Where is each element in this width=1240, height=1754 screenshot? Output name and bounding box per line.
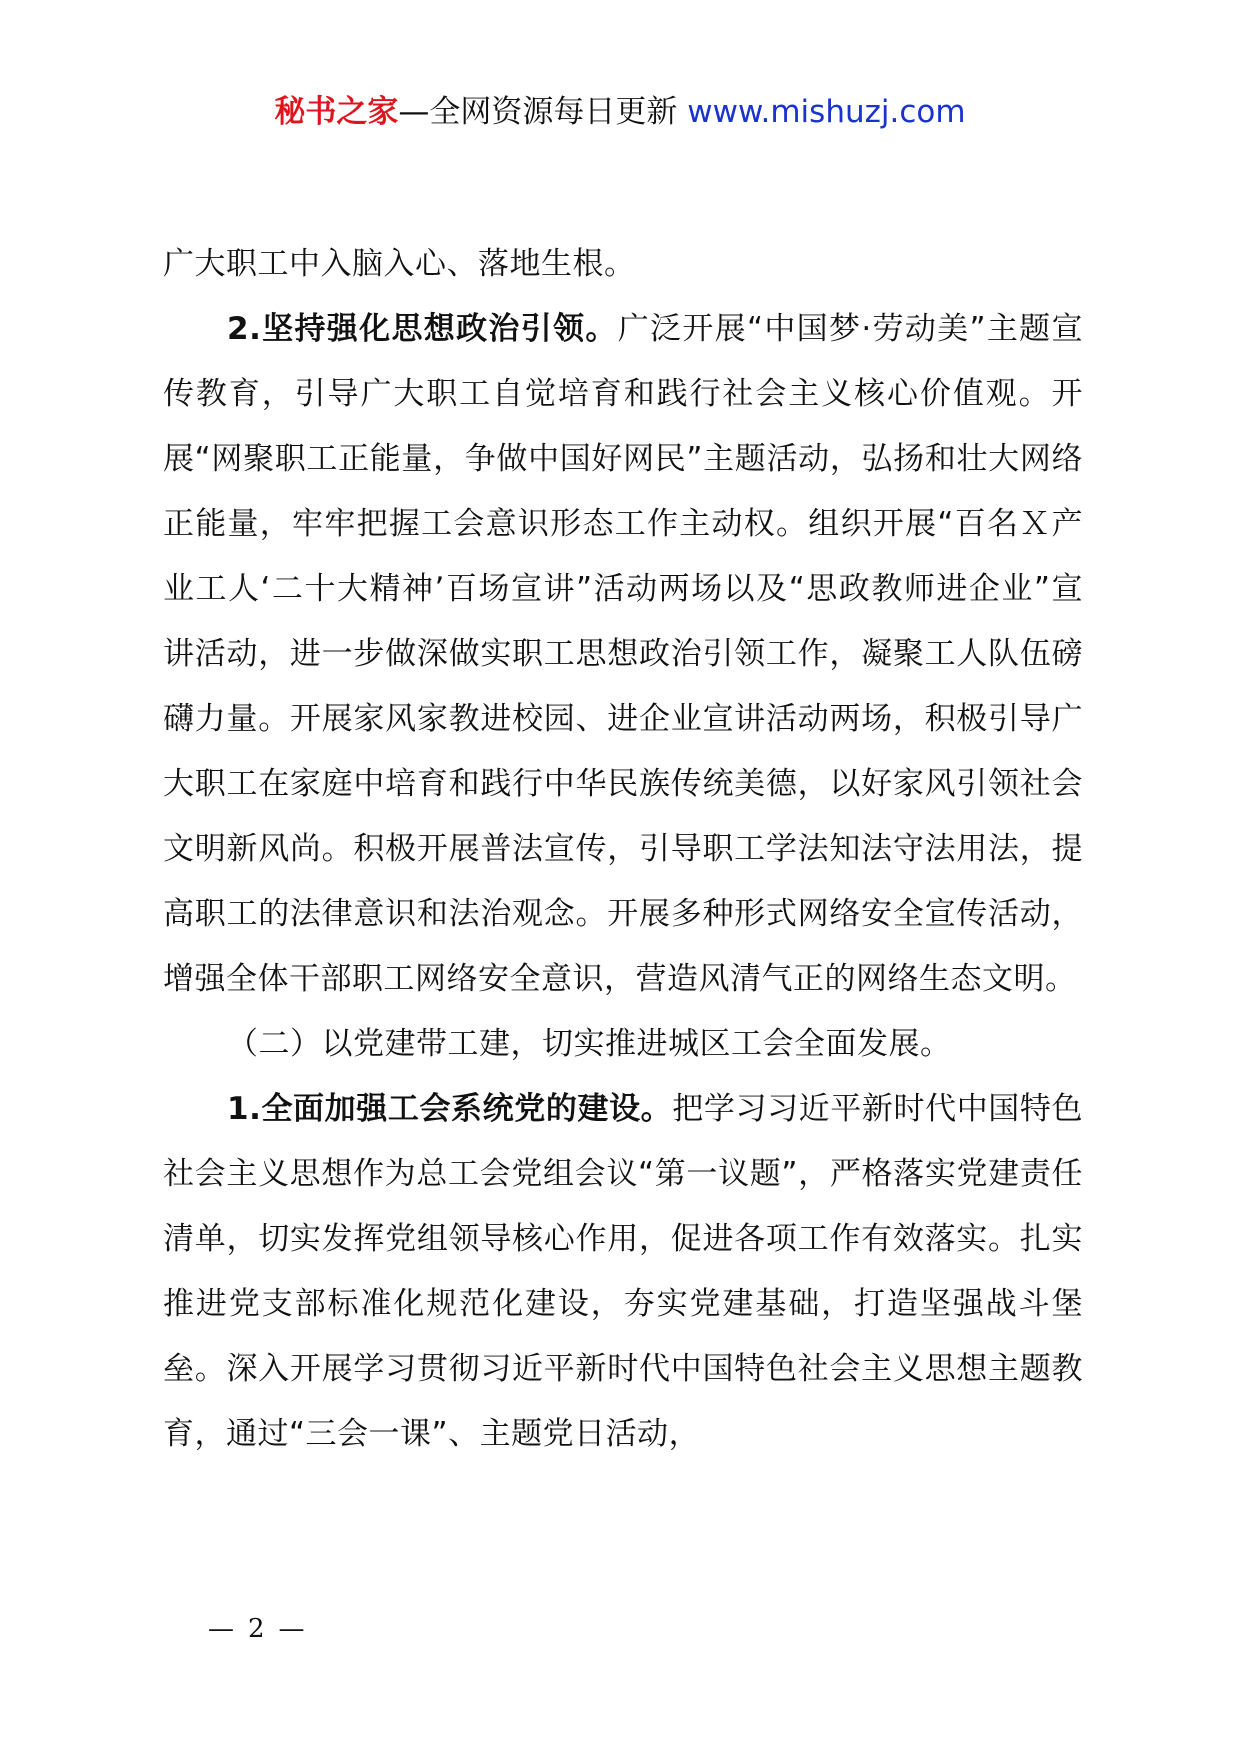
paragraph-text: 把学习习近平新时代中国特色社会主义思想作为总工会党组会议“第一议题”，严格落实党建责任清单，切实发挥党组领导核心作用，促进各项工作有效落实。扎实推进党支部标准化规范化建设，夯实党建基础，打造坚强战斗堡垒。深入开展学习贯彻习近平新时代中国特色社会主义思想主题教育，通过“三会一课”、主题党日活动， bbox=[163, 1091, 1083, 1452]
paragraph-text: 广大职工中入脑入心、落地生根。 bbox=[163, 246, 636, 282]
page-footer bbox=[208, 1612, 305, 1646]
paragraph-text: 广泛开展“中国梦·劳动美”主题宣传教育，引导广大职工自觉培育和践行社会主义核心价值观。开展“网聚职工正能量，争做中国好网民”主题活动，弘扬和壮大网络正能量，牢牢把握工会意识形态工作主动权。组织开展“百名Ｘ产业工人‘二十大精神’百场宣讲”活动两场以及“思政教师进企业”宣讲活动，进一步做深做实职工思想政治引领工作，凝聚工人队伍磅礴力量。开展家风家教进校园、进企业宣讲活动两场，积极引导广大职工在家庭中培育和践行中华民族传统美德，以好家风引领社会文明新风尚。积极开展普法宣传，引导职工学法知法守法用法，提高职工的法律意识和法治观念。开展多种形式网络安全宣传活动，增强全体干部职工网络安全意识，营造风清气正的网络生态文明。 bbox=[163, 311, 1083, 997]
page-number: 2 bbox=[248, 1614, 265, 1644]
footer-dash-right: — bbox=[278, 1614, 305, 1644]
paragraph-party-construction bbox=[163, 1077, 1083, 1467]
paragraph-continued bbox=[163, 232, 1083, 297]
paragraph-ideological-guidance bbox=[163, 297, 1083, 1012]
website-link[interactable]: www.mishuzj.com bbox=[687, 94, 966, 130]
paragraph-heading: 2.坚持强化思想政治引领。 bbox=[227, 311, 618, 347]
page-header bbox=[0, 92, 1240, 132]
document-body bbox=[163, 232, 1083, 1467]
header-slogan: —全网资源每日更新 bbox=[398, 94, 678, 130]
paragraph-heading: 1.全面加强工会系统党的建设。 bbox=[227, 1091, 673, 1127]
footer-dash-left: — bbox=[208, 1614, 234, 1644]
brand-name[interactable]: 秘书之家 bbox=[274, 94, 399, 130]
section-heading-text: （二）以党建带工建，切实推进城区工会全面发展。 bbox=[227, 1026, 952, 1062]
section-heading-party-building bbox=[163, 1012, 1083, 1077]
